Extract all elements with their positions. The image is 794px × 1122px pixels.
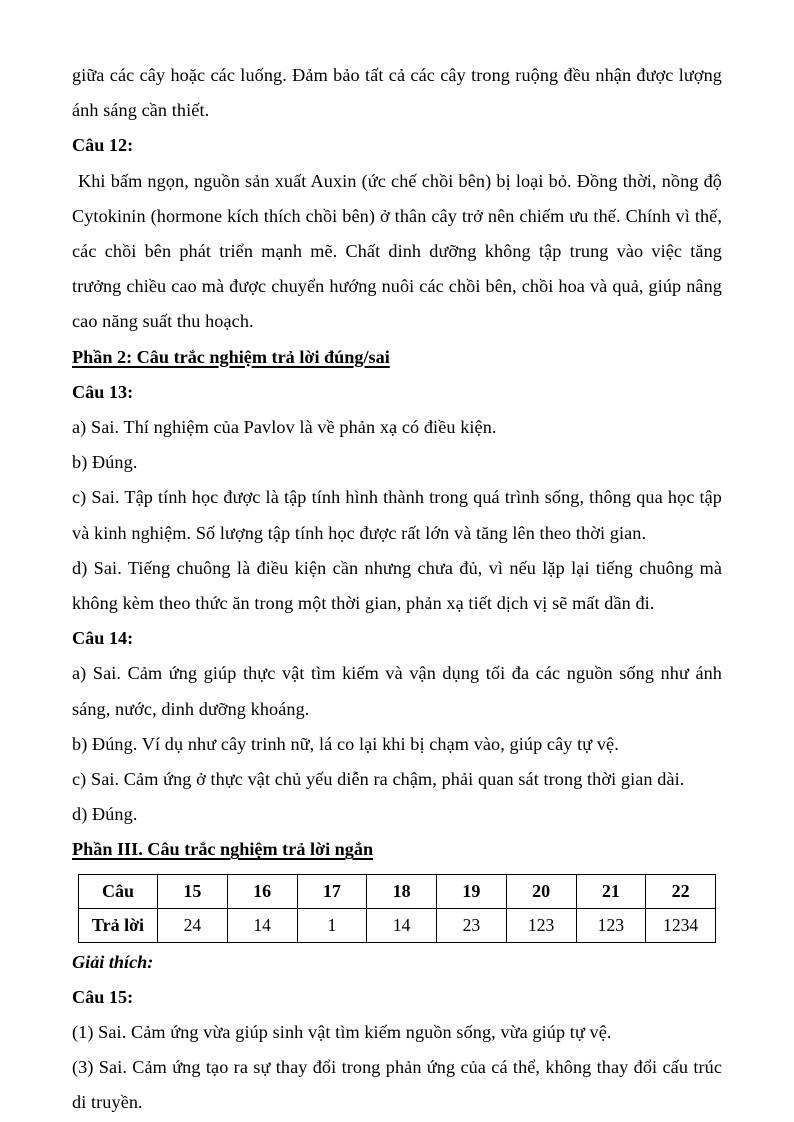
- table-cell-question-18: 18: [367, 874, 437, 908]
- heading-phan-3-text: Phần III. Câu trắc nghiệm trả lời ngắn: [72, 839, 374, 860]
- table-cell-answer-18: 14: [367, 908, 437, 942]
- intro-paragraph: giữa các cây hoặc các luống. Đảm bảo tất cả các cây trong ruộng đều nhận được lượng ánh sáng cần thiết.: [72, 65, 722, 121]
- heading-phan-3: [72, 832, 722, 867]
- table-cell-answer-16: 14: [227, 908, 297, 942]
- table-row-label-cau: Câu: [79, 874, 158, 908]
- heading-phan-2: [72, 340, 722, 375]
- heading-cau-14: Câu 14:: [72, 628, 134, 649]
- table-cell-answer-20: 123: [506, 908, 576, 942]
- table-cell-question-15: 15: [158, 874, 228, 908]
- short-answer-table: [78, 874, 716, 943]
- cau-13-item-d: d) Sai. Tiếng chuông là điều kiện cần nhưng chưa đủ, vì nếu lặp lại tiếng chuông mà không kèm theo thức ăn trong một thời gian, phản xạ tiết dịch vị sẽ mất dần đi.: [72, 557, 722, 614]
- table-cell-question-16: 16: [227, 874, 297, 908]
- table-cell-answer-17: 1: [297, 908, 367, 942]
- table-cell-question-19: 19: [437, 874, 507, 908]
- table-cell-answer-19: 23: [437, 908, 507, 942]
- table-row-answers: [79, 908, 716, 942]
- table-row-label-tra-loi: Trả lời: [79, 908, 158, 942]
- heading-phan-2-text: Phần 2: Câu trắc nghiệm trả lời đúng/sai: [72, 346, 390, 367]
- cau-14-item-b: b) Đúng. Ví dụ như cây trinh nữ, lá co lại khi bị chạm vào, giúp cây tự vệ.: [72, 733, 619, 754]
- cau-15-item-1: (1) Sai. Cảm ứng vừa giúp sinh vật tìm kiếm nguồn sống, vừa giúp tự vệ.: [72, 1022, 612, 1043]
- cau-13-item-b: b) Đúng.: [72, 452, 138, 473]
- table-cell-question-20: 20: [506, 874, 576, 908]
- table-cell-answer-15: 24: [158, 908, 228, 942]
- cau-13-item-c: c) Sai. Tập tính học được là tập tính hình thành trong quá trình sống, thông qua học tập và kinh nghiệm. Số lượng tập tính học được rất lớn và tăng lên theo thời gian.: [72, 487, 722, 543]
- heading-cau-13: Câu 13:: [72, 381, 134, 402]
- cau-14-item-a: a) Sai. Cảm ứng giúp thực vật tìm kiếm và vận dụng tối đa các nguồn sống như ánh sáng, nước, dinh dưỡng khoáng.: [72, 663, 722, 719]
- table-cell-answer-21: 123: [576, 908, 646, 942]
- table-cell-question-22: 22: [646, 874, 716, 908]
- table-cell-question-21: 21: [576, 874, 646, 908]
- cau-15-item-3: (3) Sai. Cảm ứng tạo ra sự thay đổi trong phản ứng của cá thể, không thay đổi cấu trúc di truyền.: [72, 1057, 722, 1113]
- cau-14-item-c: c) Sai. Cảm ứng ở thực vật chủ yếu diễn ra chậm, phải quan sát trong thời gian dài.: [72, 769, 685, 790]
- cau-14-item-d: d) Đúng.: [72, 804, 138, 825]
- table-cell-answer-22: 1234: [646, 908, 716, 942]
- cau-13-item-a: a) Sai. Thí nghiệm của Pavlov là về phản xạ có điều kiện.: [72, 417, 497, 438]
- paragraph-cau-12-body: Khi bấm ngọn, nguồn sản xuất Auxin (ức chế chồi bên) bị loại bỏ. Đồng thời, nồng độ Cytokinin (hormone kích thích chồi bên) ở thân cây trở nên chiếm ưu thế. Chính vì thế, các chồi bên phát triển mạnh mẽ. Chất dinh dưỡng không tập trung vào việc tăng trưởng chiều cao mà được chuyển hướng nuôi các chồi bên, chồi hoa và quả, giúp nâng cao năng suất thu hoạch.: [72, 170, 722, 332]
- table-row-questions: [79, 874, 716, 908]
- heading-cau-15: Câu 15:: [72, 986, 134, 1007]
- document-body: [72, 58, 722, 1121]
- table-cell-question-17: 17: [297, 874, 367, 908]
- heading-giai-thich-text: Giải thích:: [72, 951, 154, 972]
- heading-giai-thich: [72, 945, 722, 980]
- heading-cau-12: Câu 12:: [72, 135, 134, 156]
